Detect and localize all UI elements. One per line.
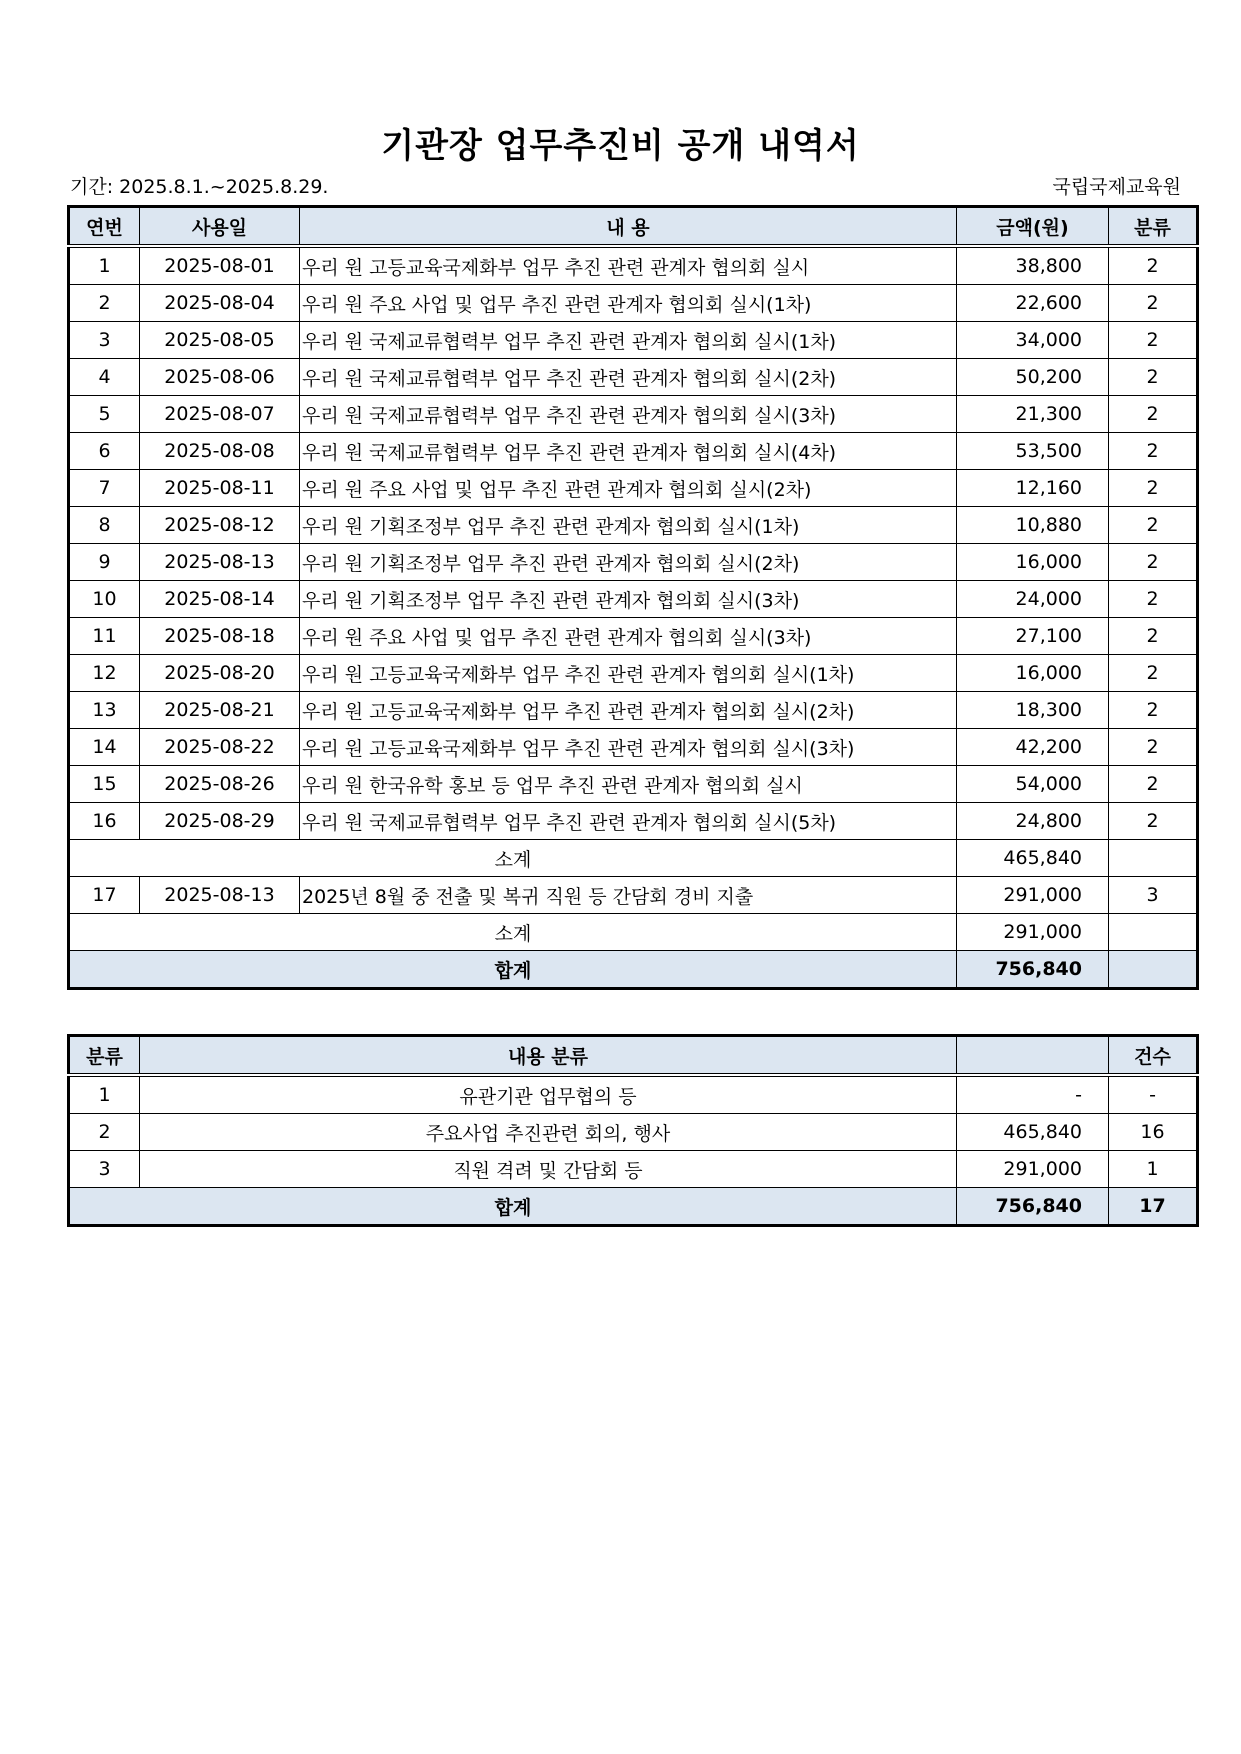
header-row [69,207,1198,247]
category: 2 [1109,322,1198,359]
usage-date: 2025-08-21 [140,692,300,729]
content: 우리 원 고등교육국제화부 업무 추진 관련 관계자 협의회 실시 [300,246,957,285]
usage-date: 2025-08-08 [140,433,300,470]
row-number: 14 [69,729,140,766]
content: 우리 원 한국유학 홍보 등 업무 추진 관련 관계자 협의회 실시 [300,766,957,803]
content: 우리 원 국제교류협력부 업무 추진 관련 관계자 협의회 실시(3차) [300,396,957,433]
table-row [69,285,1198,322]
header-category-content: 내용 분류 [140,1036,957,1076]
content: 우리 원 기획조정부 업무 추진 관련 관계자 협의회 실시(3차) [300,581,957,618]
row-number: 15 [69,766,140,803]
content: 우리 원 국제교류협력부 업무 추진 관련 관계자 협의회 실시(4차) [300,433,957,470]
category: 3 [1109,877,1198,914]
amount: 291,000 [957,877,1109,914]
table-row [69,581,1198,618]
category-content: 주요사업 추진관련 회의, 행사 [140,1114,957,1151]
subtotal-label: 소계 [69,840,957,877]
table-row [69,544,1198,581]
amount: 24,000 [957,581,1109,618]
subtotal-row [69,840,1198,877]
row-number: 13 [69,692,140,729]
row-number: 9 [69,544,140,581]
subtotal-amount: 465,840 [957,840,1109,877]
header-amount [957,1036,1109,1076]
category: 2 [1109,655,1198,692]
row-number: 17 [69,877,140,914]
amount: 16,000 [957,544,1109,581]
content: 우리 원 고등교육국제화부 업무 추진 관련 관계자 협의회 실시(2차) [300,692,957,729]
total-row [69,951,1198,989]
usage-date: 2025-08-29 [140,803,300,840]
category: 2 [1109,507,1198,544]
empty-cell [1109,914,1198,951]
amount: 21,300 [957,396,1109,433]
amount: 22,600 [957,285,1109,322]
amount: 10,880 [957,507,1109,544]
amount: 50,200 [957,359,1109,396]
usage-date: 2025-08-13 [140,877,300,914]
row-number: 2 [69,285,140,322]
category: 2 [1109,581,1198,618]
table-row [69,433,1198,470]
count: 1 [1109,1151,1198,1188]
content: 우리 원 주요 사업 및 업무 추진 관련 관계자 협의회 실시(1차) [300,285,957,322]
usage-date: 2025-08-01 [140,246,300,285]
table-row [69,1075,1198,1114]
row-number: 6 [69,433,140,470]
usage-date: 2025-08-18 [140,618,300,655]
header-count: 건수 [1109,1036,1198,1076]
content: 우리 원 국제교류협력부 업무 추진 관련 관계자 협의회 실시(5차) [300,803,957,840]
organization-name: 국립국제교육원 [1052,176,1181,198]
amount: 53,500 [957,433,1109,470]
row-number: 1 [69,246,140,285]
category: 2 [1109,766,1198,803]
total-label: 합계 [69,1188,957,1226]
category: 2 [1109,618,1198,655]
table-row [69,322,1198,359]
table-row [69,692,1198,729]
usage-date: 2025-08-05 [140,322,300,359]
table-row [69,246,1198,285]
table-row [69,507,1198,544]
content: 2025년 8월 중 전출 및 복귀 직원 등 간담회 경비 지출 [300,877,957,914]
category: 2 [1109,729,1198,766]
category-number: 2 [69,1114,140,1151]
content: 우리 원 주요 사업 및 업무 추진 관련 관계자 협의회 실시(2차) [300,470,957,507]
header-row [69,1036,1198,1076]
category: 2 [1109,285,1198,322]
row-number: 4 [69,359,140,396]
header-date: 사용일 [140,207,300,247]
usage-date: 2025-08-26 [140,766,300,803]
period-label: 기간: 2025.8.1.~2025.8.29. [70,176,329,198]
table-row [69,877,1198,914]
subtotal-amount: 291,000 [957,914,1109,951]
row-number: 3 [69,322,140,359]
usage-date: 2025-08-13 [140,544,300,581]
amount: 291,000 [957,1151,1109,1188]
category: 2 [1109,396,1198,433]
header-content: 내 용 [300,207,957,247]
amount: 24,800 [957,803,1109,840]
content: 우리 원 고등교육국제화부 업무 추진 관련 관계자 협의회 실시(3차) [300,729,957,766]
category: 2 [1109,246,1198,285]
row-number: 5 [69,396,140,433]
row-number: 12 [69,655,140,692]
amount: 27,100 [957,618,1109,655]
total-amount: 756,840 [957,951,1109,989]
header-amount: 금액(원) [957,207,1109,247]
table-row [69,618,1198,655]
total-label: 합계 [69,951,957,989]
count: - [1109,1075,1198,1114]
content: 우리 원 고등교육국제화부 업무 추진 관련 관계자 협의회 실시(1차) [300,655,957,692]
usage-date: 2025-08-06 [140,359,300,396]
content: 우리 원 국제교류협력부 업무 추진 관련 관계자 협의회 실시(2차) [300,359,957,396]
total-row [69,1188,1198,1226]
empty-cell [1109,840,1198,877]
amount: 38,800 [957,246,1109,285]
category-content: 유관기관 업무협의 등 [140,1075,957,1114]
category: 2 [1109,803,1198,840]
category: 2 [1109,359,1198,396]
amount: 18,300 [957,692,1109,729]
usage-date: 2025-08-04 [140,285,300,322]
total-amount: 756,840 [957,1188,1109,1226]
header-category: 분류 [1109,207,1198,247]
category-summary-table [67,1034,1199,1227]
table-row [69,470,1198,507]
usage-date: 2025-08-22 [140,729,300,766]
table-row [69,803,1198,840]
subtotal-row [69,914,1198,951]
total-count: 17 [1109,1188,1198,1226]
category: 2 [1109,692,1198,729]
empty-cell [1109,951,1198,989]
amount: 54,000 [957,766,1109,803]
content: 우리 원 국제교류협력부 업무 추진 관련 관계자 협의회 실시(1차) [300,322,957,359]
usage-date: 2025-08-20 [140,655,300,692]
row-number: 16 [69,803,140,840]
amount: 16,000 [957,655,1109,692]
header-category: 분류 [69,1036,140,1076]
usage-date: 2025-08-07 [140,396,300,433]
table-row [69,359,1198,396]
table-row [69,396,1198,433]
category: 2 [1109,433,1198,470]
amount: 42,200 [957,729,1109,766]
content: 우리 원 주요 사업 및 업무 추진 관련 관계자 협의회 실시(3차) [300,618,957,655]
row-number: 10 [69,581,140,618]
content: 우리 원 기획조정부 업무 추진 관련 관계자 협의회 실시(2차) [300,544,957,581]
category: 2 [1109,470,1198,507]
row-number: 8 [69,507,140,544]
row-number: 11 [69,618,140,655]
usage-date: 2025-08-14 [140,581,300,618]
table-row [69,1114,1198,1151]
usage-date: 2025-08-12 [140,507,300,544]
amount: 12,160 [957,470,1109,507]
table-row [69,766,1198,803]
category-number: 3 [69,1151,140,1188]
amount: 465,840 [957,1114,1109,1151]
category-content: 직원 격려 및 간담회 등 [140,1151,957,1188]
amount: - [957,1075,1109,1114]
header-no: 연번 [69,207,140,247]
table-row [69,655,1198,692]
page-title: 기관장 업무추진비 공개 내역서 [381,126,860,166]
row-number: 7 [69,470,140,507]
table-row [69,729,1198,766]
subtotal-label: 소계 [69,914,957,951]
table-row [69,1151,1198,1188]
content: 우리 원 기획조정부 업무 추진 관련 관계자 협의회 실시(1차) [300,507,957,544]
category-number: 1 [69,1075,140,1114]
usage-date: 2025-08-11 [140,470,300,507]
category: 2 [1109,544,1198,581]
expense-table [67,205,1199,990]
amount: 34,000 [957,322,1109,359]
count: 16 [1109,1114,1198,1151]
